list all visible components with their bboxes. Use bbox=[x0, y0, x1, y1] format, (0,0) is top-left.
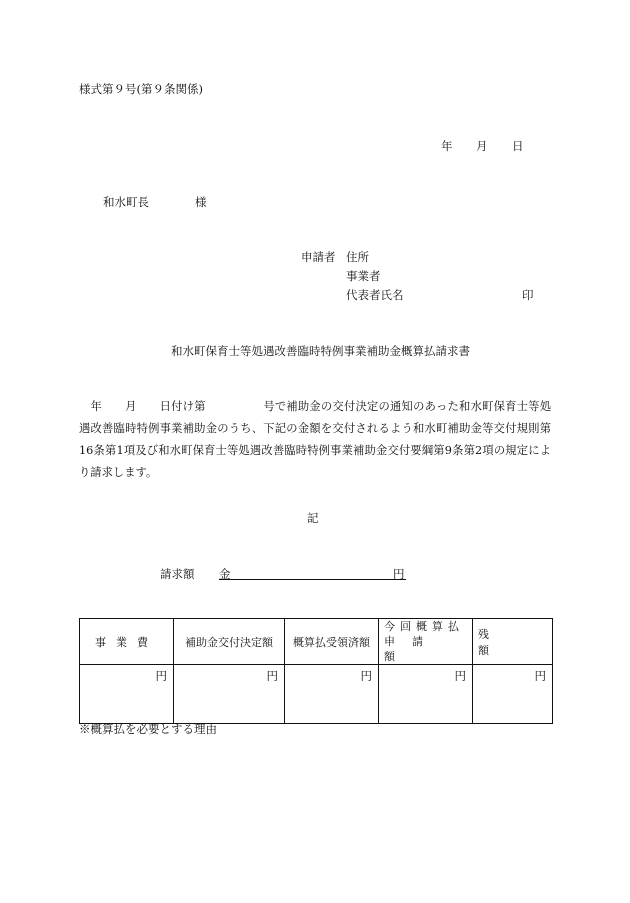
applicant-label: 申請者 bbox=[301, 250, 336, 264]
date-month-label: 月 bbox=[476, 139, 488, 153]
cell-project-cost[interactable]: 円 bbox=[80, 665, 174, 724]
cell-received-amount[interactable]: 円 bbox=[285, 665, 379, 724]
header-current-request: 今回概算払 申請額 bbox=[379, 619, 473, 665]
date-year-label: 年 bbox=[441, 139, 453, 153]
request-amount-label: 請求額 bbox=[160, 567, 195, 581]
cell-remaining-amount[interactable]: 円 bbox=[473, 665, 553, 724]
cell-current-request[interactable]: 円 bbox=[379, 665, 473, 724]
addressee-name: 和水町長 bbox=[103, 195, 149, 209]
seal-mark: 印 bbox=[522, 288, 534, 302]
form-number: 様式第９号(第９条関係) bbox=[79, 82, 203, 96]
header-project-cost: 事業費 bbox=[80, 619, 174, 665]
addressee-honorific: 様 bbox=[195, 195, 207, 209]
request-amount-field[interactable] bbox=[219, 579, 406, 580]
request-table bbox=[79, 618, 553, 724]
header-received-amount: 概算払受領済額 bbox=[285, 619, 379, 665]
applicant-business-label: 事業者 bbox=[346, 269, 381, 283]
table-header-row bbox=[80, 619, 553, 665]
applicant-address-label: 住所 bbox=[346, 250, 369, 264]
header-grant-decision-amount: 補助金交付決定額 bbox=[174, 619, 285, 665]
document-title: 和水町保育士等処遇改善臨時特例事業補助金概算払請求書 bbox=[171, 344, 470, 358]
header-remaining-amount: 残額 bbox=[473, 619, 553, 665]
date-day-label: 日 bbox=[512, 139, 524, 153]
applicant-representative-label: 代表者氏名 bbox=[346, 288, 404, 302]
ki-heading: 記 bbox=[307, 511, 319, 525]
request-amount-prefix: 金 bbox=[219, 567, 231, 581]
table-row bbox=[80, 665, 553, 724]
request-amount-unit: 円 bbox=[393, 567, 405, 581]
body-paragraph: 年 月 日付け第 号で補助金の交付決定の通知のあった和水町保育士等処遇改善臨時特例事業補助金のうち、下記の金額を交付されるよう和水町補助金等交付規則第16条第1項及び和水町保育士等処遇改善臨時特例事業補助金交付要綱第9条第2項の規定により請求します。 bbox=[79, 400, 551, 479]
cell-grant-decision-amount[interactable]: 円 bbox=[174, 665, 285, 724]
reason-note: ※概算払を必要とする理由 bbox=[79, 722, 217, 736]
